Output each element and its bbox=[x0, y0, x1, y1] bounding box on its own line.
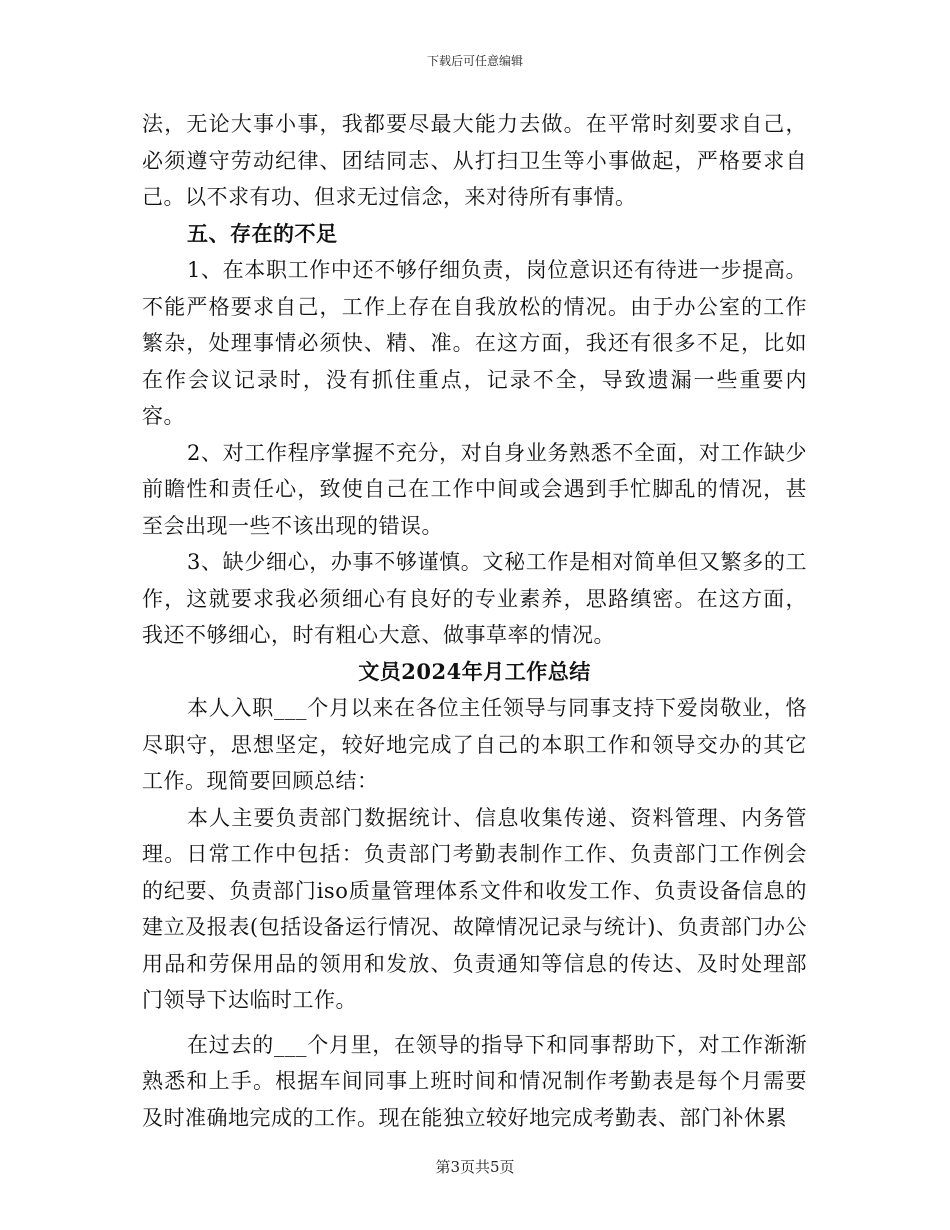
paragraph-shortcoming-1: 1、在本职工作中还不够仔细负责，岗位意识还有待进一步提高。不能严格要求自己，工作上存在自我放松的情况。由于办公室的工作繁杂，处理事情必须快、精、准。在这方面，我还有很多不足，比如在作会议记录时，没有抓住重点，记录不全，导致遗漏一些重要内容。 bbox=[142, 258, 807, 428]
paragraph-intro: 本人入职___个月以来在各位主任领导与同事支持下爱岗敬业，恪尽职守，思想坚定，较好地完成了自己的本职工作和领导交办的其它工作。现简要回顾总结： bbox=[142, 696, 807, 793]
section-heading-shortcomings: 五、存在的不足 bbox=[187, 220, 338, 246]
paragraph-shortcoming-3: 3、缺少细心，办事不够谨慎。文秘工作是相对简单但又繁多的工作，这就要求我必须细心有良好的专业素养，思路缜密。在这方面，我还不够细心，时有粗心大意、做事草率的情况。 bbox=[142, 550, 807, 647]
page-header: 下载后可任意编辑 bbox=[426, 54, 523, 68]
page-footer: 第3页共5页 bbox=[435, 1158, 515, 1176]
document-title: 文员2024年月工作总结 bbox=[358, 658, 591, 684]
paragraph-shortcoming-2: 2、对工作程序掌握不充分，对自身业务熟悉不全面，对工作缺少前瞻性和责任心，致使自己在工作中间或会遇到手忙脚乱的情况，甚至会出现一些不该出现的错误。 bbox=[142, 440, 807, 538]
paragraph-responsibilities: 本人主要负责部门数据统计、信息收集传递、资料管理、内务管理。日常工作中包括：负责部门考勤表制作工作、负责部门工作例会的纪要、负责部门iso质量管理体系文件和收发工作、负责设备信息的建立及报表(包括设备运行情况、故障情况记录与统计)、负责部门办公用品和劳保用品的领用和发放、负责通知等信息的传达、及时处理部门领导下达临时工作。 bbox=[142, 805, 807, 1012]
document-body bbox=[142, 106, 807, 1136]
paragraph-past-months: 在过去的___个月里，在领导的指导下和同事帮助下，对工作渐渐熟悉和上手。根据车间同事上班时间和情况制作考勤表是每个月需要及时准确地完成的工作。现在能独立较好地完成考勤表、部门补休累 bbox=[142, 1032, 807, 1130]
paragraph-continuation: 法，无论大事小事，我都要尽最大能力去做。在平常时刻要求自己，必须遵守劳动纪律、团结同志、从打扫卫生等小事做起，严格要求自己。以不求有功、但求无过信念，来对待所有事情。 bbox=[142, 112, 807, 209]
